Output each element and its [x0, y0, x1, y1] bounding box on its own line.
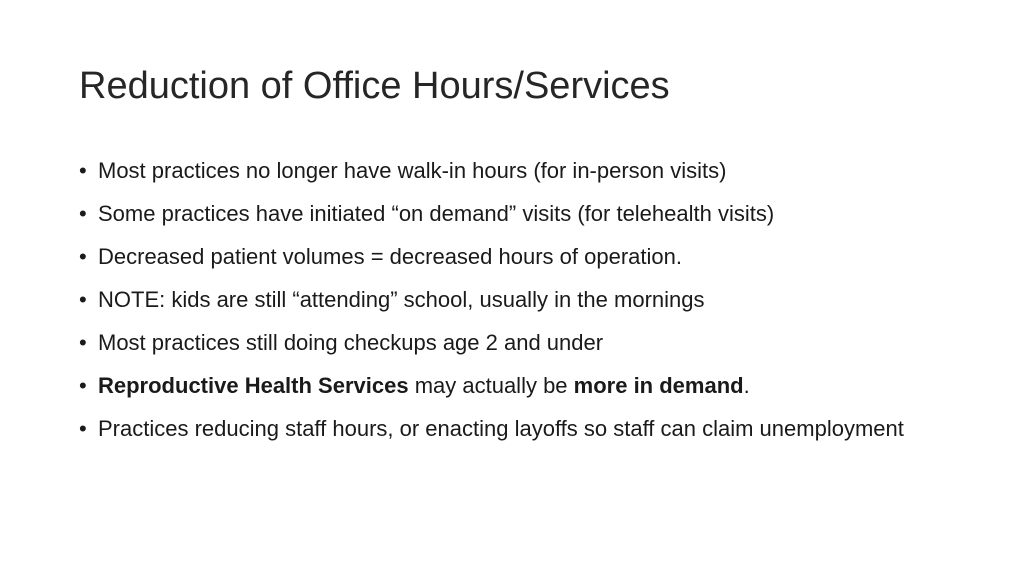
bold-phrase: more in demand: [573, 373, 744, 398]
bullet-item: [79, 284, 959, 316]
bullet-list: [79, 155, 959, 456]
slide-title: Reduction of Office Hours/Services: [79, 65, 670, 107]
bullet-text-segment: .: [743, 373, 750, 398]
bullet-dot-icon: •: [79, 330, 87, 355]
bullet-item: [79, 327, 959, 359]
bullet-text: Decreased patient volumes = decreased hours of operation.: [98, 244, 682, 269]
bullet-dot-icon: •: [79, 416, 87, 441]
bullet-dot-icon: •: [79, 244, 87, 269]
bold-phrase: Reproductive Health Services: [98, 373, 409, 398]
bullet-dot-icon: •: [79, 158, 87, 183]
bullet-text: [98, 373, 750, 398]
bullet-text: Most practices still doing checkups age 2 and under: [98, 330, 604, 355]
bullet-text: Some practices have initiated “on demand” visits (for telehealth visits): [98, 201, 775, 226]
bullet-dot-icon: •: [79, 201, 87, 226]
bullet-item: [79, 370, 959, 402]
bullet-text: Most practices no longer have walk-in hours (for in-person visits): [98, 158, 727, 183]
bullet-dot-icon: •: [79, 373, 87, 398]
bullet-item: [79, 198, 959, 230]
bullet-item: [79, 241, 959, 273]
bullet-dot-icon: •: [79, 287, 87, 312]
bullet-text-segment: may actually be: [408, 373, 574, 398]
bullet-item: [79, 155, 959, 187]
bullet-text: NOTE: kids are still “attending” school, usually in the mornings: [98, 287, 705, 312]
bullet-item: [79, 413, 959, 445]
bullet-text: Practices reducing staff hours, or enacting layoffs so staff can claim unemployment: [98, 416, 904, 441]
